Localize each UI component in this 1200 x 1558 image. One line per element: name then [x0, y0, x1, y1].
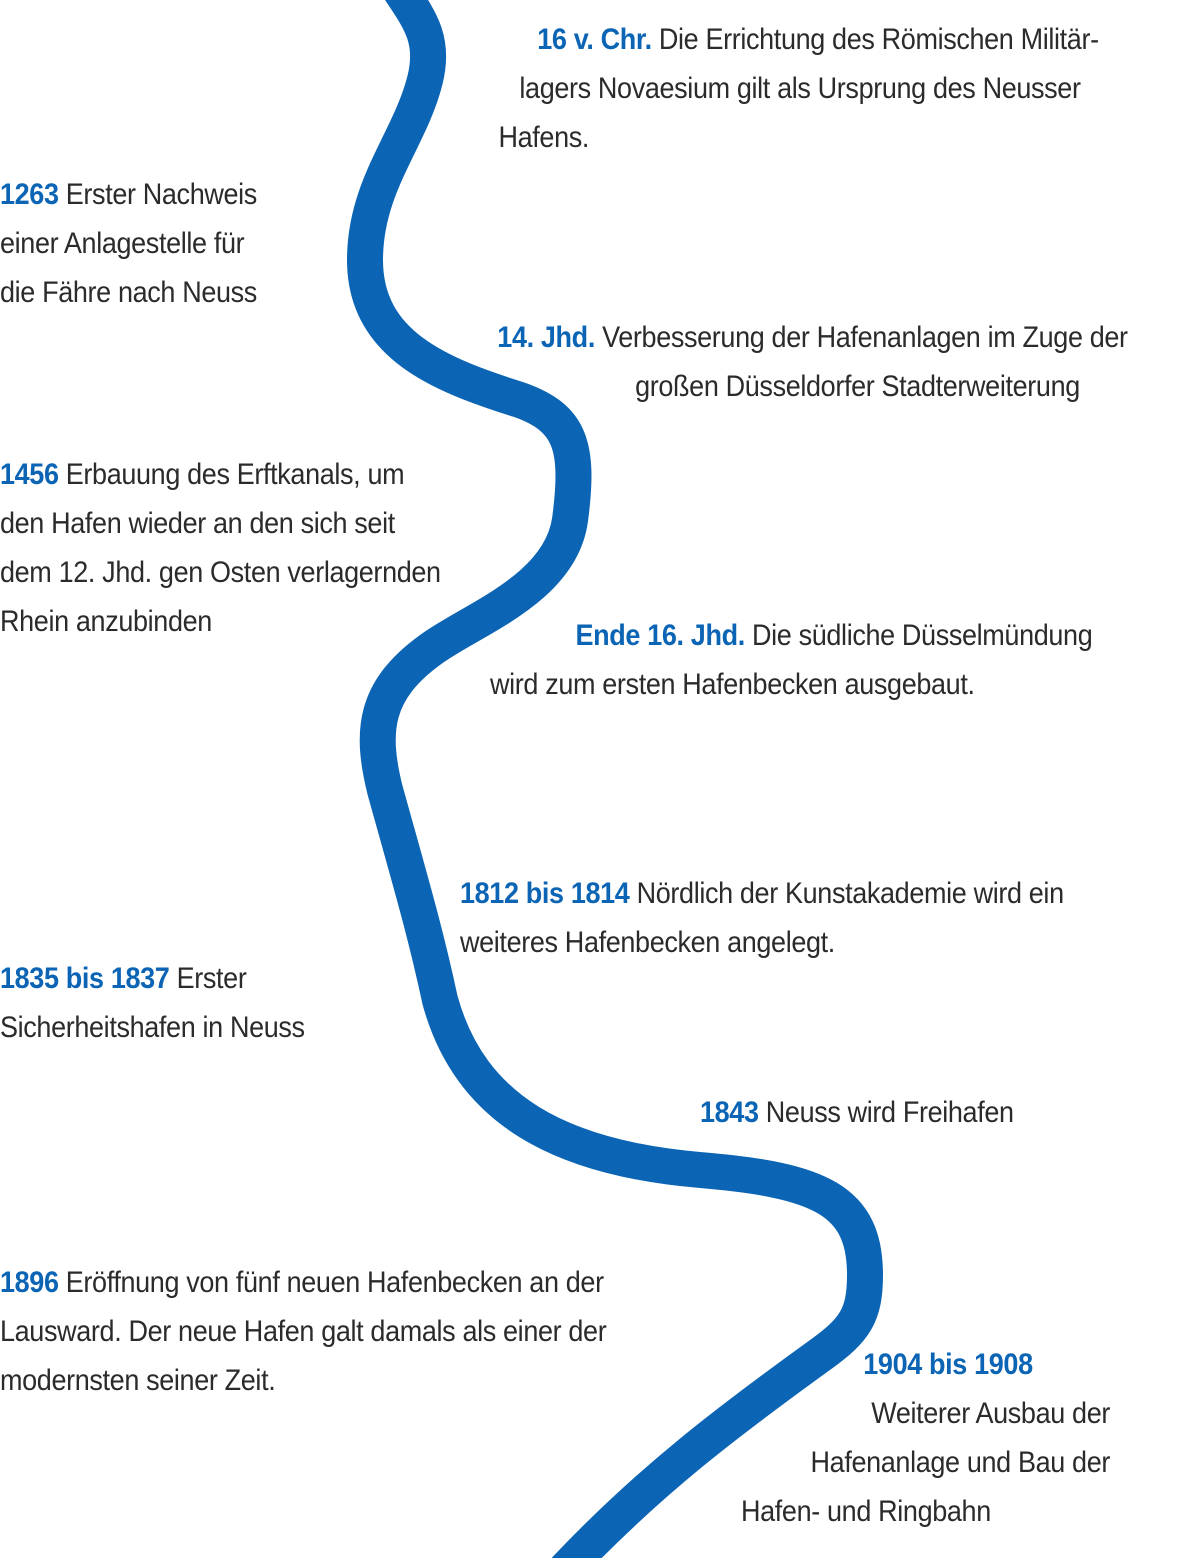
entry-text: Erster Nachweis [58, 178, 257, 211]
entry-text: die Fähre nach Neuss [0, 276, 257, 309]
timeline-entry [0, 450, 441, 646]
timeline-entry [700, 1088, 1014, 1137]
entry-text: Erbauung des Erftkanals, um [58, 458, 405, 491]
entry-year: 1835 bis 1837 [0, 962, 170, 995]
entry-text: Sicherheitshafen in Neuss [0, 1011, 305, 1044]
entry-text: Die Errichtung des Römischen Militär- [651, 23, 1099, 56]
entry-year: 1263 [0, 178, 59, 211]
entry-year: 14. Jhd. [497, 321, 595, 354]
entry-year: 1843 [700, 1096, 759, 1129]
entry-text: Hafens. [498, 121, 590, 154]
timeline-entry [499, 15, 1102, 162]
entry-year: Ende 16. Jhd. [575, 619, 745, 652]
entry-text: den Hafen wieder an den sich seit [0, 507, 395, 540]
entry-year: 1904 bis 1908 [863, 1348, 1033, 1381]
entry-text: großen Düsseldorfer Stadterweiterung [635, 370, 1080, 403]
entry-text: dem 12. Jhd. gen Osten verlagernden [0, 556, 441, 589]
entry-text: Weiterer Ausbau der [871, 1397, 1110, 1430]
entry-text: Hafen- und Ringbahn [741, 1495, 991, 1528]
entry-year: 1812 bis 1814 [460, 877, 630, 910]
entry-text: Die südliche Düsselmündung [744, 619, 1093, 652]
entry-text: Neuss wird Freihafen [758, 1096, 1014, 1129]
entry-year: 16 v. Chr. [537, 23, 652, 56]
entry-text: weiteres Hafenbecken angelegt. [460, 926, 835, 959]
entry-text: Eröffnung von fünf neuen Hafenbecken an der [58, 1266, 604, 1299]
entry-text: Rhein anzubinden [0, 605, 212, 638]
entry-text: Lausward. Der neue Hafen galt damals als einer der [0, 1315, 607, 1348]
entry-text: einer Anlagestelle für [0, 227, 245, 260]
entry-text: lagers Novaesium gilt als Ursprung des Neusser [519, 72, 1081, 105]
entry-year: 1456 [0, 458, 59, 491]
entry-text: Erster [169, 962, 247, 995]
entry-year: 1896 [0, 1266, 59, 1299]
timeline-entry [491, 313, 1135, 411]
entry-text: Verbesserung der Hafenanlagen im Zuge der [594, 321, 1128, 354]
timeline-entry [490, 611, 1092, 709]
timeline-entry [0, 170, 257, 317]
entry-text: wird zum ersten Hafenbecken ausgebaut. [490, 668, 975, 701]
entry-text: Hafenanlage und Bau der [810, 1446, 1110, 1479]
timeline-entry [0, 954, 305, 1052]
timeline-entry [732, 1340, 1110, 1536]
timeline-entry [460, 869, 1064, 967]
entry-text: Nördlich der Kunstakademie wird ein [629, 877, 1064, 910]
timeline-entry-lausward [0, 1258, 606, 1405]
entry-text: modernsten seiner Zeit. [0, 1364, 276, 1397]
